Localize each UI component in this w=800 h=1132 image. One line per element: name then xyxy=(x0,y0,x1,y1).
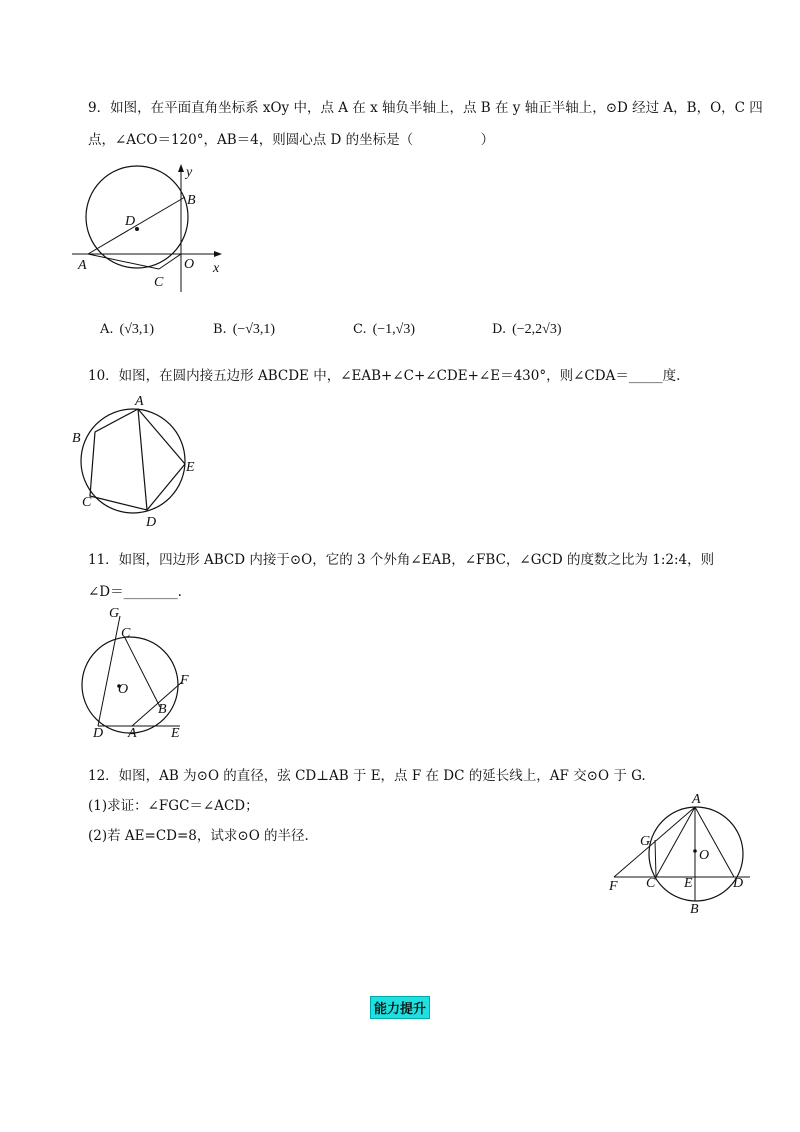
q9-label-B: B xyxy=(187,193,196,208)
q10-label-A: A xyxy=(135,394,144,409)
q10-label-E: E xyxy=(186,460,195,475)
q12-label-B: B xyxy=(690,902,699,917)
option-value: (−2,2√3) xyxy=(512,322,562,337)
q10-figure xyxy=(68,390,208,530)
q10-label-C: C xyxy=(82,495,92,510)
q9-option-b[interactable] xyxy=(213,322,275,338)
q9-label-C: C xyxy=(154,275,164,290)
q9-label-D: D xyxy=(125,214,136,229)
option-value: (−1,√3) xyxy=(372,322,416,337)
q12-line1: 12．如图，AB 为⊙O 的直径，弦 CD⊥AB 于 E，点 F 在 DC 的延长线上，AF 交⊙O 于 G. xyxy=(88,768,646,784)
q12-label-C: C xyxy=(646,876,656,891)
option-letter: C. xyxy=(353,322,367,337)
q12-line2: (1)求证：∠FGC＝∠ACD； xyxy=(88,798,259,814)
q12-label-D: D xyxy=(733,876,744,891)
q10-label-D: D xyxy=(146,515,157,530)
q9-option-a[interactable] xyxy=(100,322,154,338)
option-value: (√3,1) xyxy=(119,322,155,337)
q11-figure xyxy=(68,604,208,739)
q10-line1: 10．如图，在圆内接五边形 ABCDE 中，∠EAB+∠C+∠CDE+∠E＝430°，则∠CDA＝_____度. xyxy=(88,368,681,384)
q11-line1: 11．如图，四边形 ABCD 内接于⊙O，它的 3 个外角∠EAB，∠FBC，∠GCD 的度数之比为 1:2:4，则 xyxy=(88,552,715,568)
q10-label-B: B xyxy=(72,431,81,446)
q11-label-F: F xyxy=(180,673,189,688)
q12-label-F: F xyxy=(609,879,618,894)
option-letter: A. xyxy=(100,322,114,337)
q12-figure xyxy=(604,788,764,918)
q9-line1: 9．如图，在平面直角坐标系 xOy 中，点 A 在 x 轴负半轴上，点 B 在 y 轴正半轴上，⊙D 经过 A，B，O，C 四 xyxy=(88,100,763,116)
q11-line2: ∠D＝________. xyxy=(88,584,182,600)
q9-label-A: A xyxy=(78,258,87,273)
q12-label-G: G xyxy=(640,834,651,849)
q9-label-O: O xyxy=(184,257,195,272)
q9-option-c[interactable] xyxy=(353,322,415,338)
q12-label-A: A xyxy=(692,792,701,807)
q12-label-O: O xyxy=(699,848,710,863)
q9-label-y: y xyxy=(186,165,193,180)
q9-line2: 点，∠ACO＝120°，AB＝4，则圆心点 D 的坐标是（ ） xyxy=(88,132,495,148)
q11-label-B: B xyxy=(158,702,167,717)
option-letter: D. xyxy=(492,322,507,337)
q11-label-D: D xyxy=(93,726,104,741)
q9-figure xyxy=(72,160,232,295)
q12-label-E: E xyxy=(684,876,693,891)
q11-label-G: G xyxy=(109,606,120,621)
option-value: (−√3,1) xyxy=(232,322,276,337)
q11-label-A: A xyxy=(128,726,137,741)
q9-option-d[interactable] xyxy=(492,322,562,338)
q12-line3: (2)若 AE=CD=8，试求⊙O 的半径. xyxy=(88,828,309,844)
section-title: 能力提升 xyxy=(370,996,430,1019)
option-letter: B. xyxy=(213,322,227,337)
q11-label-E: E xyxy=(171,726,180,741)
q11-label-C: C xyxy=(121,626,131,641)
q9-label-x: x xyxy=(213,261,220,276)
q11-label-O: O xyxy=(118,682,129,697)
